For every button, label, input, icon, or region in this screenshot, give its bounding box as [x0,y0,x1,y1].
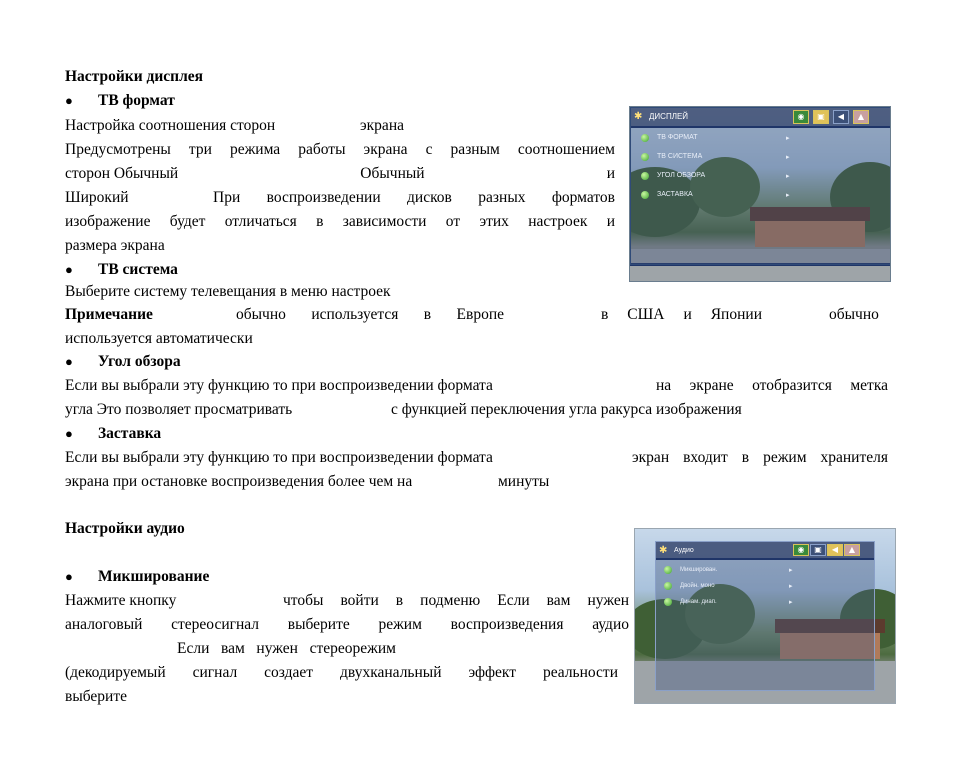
speaker-icon[interactable]: ◀ [833,110,849,124]
tv-system-note-b: в США и Японии [601,306,762,323]
tv-system-line3: используется автоматически [65,330,253,347]
mixing-line3: Если вам нужен стереорежим [177,640,396,657]
display-menu-screenshot [629,106,891,282]
screen-icon[interactable]: ▣ [813,110,829,124]
audio-settings-heading: Настройки аудио [65,520,185,537]
tv-format-line3-c: и [606,165,615,182]
tv-format-line6: размера экрана [65,237,165,254]
screensaver-line2-b: минуты [498,473,550,490]
chevron-right-icon: ▸ [786,134,790,142]
menu-panel [630,107,891,265]
menu-title: ДИСПЛЕЙ [649,112,689,121]
tv-system-note-c: обычно [829,306,879,323]
tv-system-title: ТВ система [98,261,178,278]
angle-line2-a: угла Это позволяет просматривать [65,401,293,418]
menu-item-label: ТВ СИСТЕМА [657,153,703,160]
menu-title: Аудио [674,547,694,554]
globe-icon[interactable]: ◉ [793,544,809,556]
settings-icon: ✱ [634,111,643,122]
chevron-right-icon: ▸ [789,566,793,574]
item-bullet-icon [664,582,672,590]
lock-icon[interactable]: ▲ [844,544,860,556]
tv-system-note-label: Примечание [65,306,153,323]
tv-format-line3-a: сторон Обычный [65,165,179,182]
mixing-line4: (декодируемый сигнал создает двухканальный эффект реальности [65,664,618,681]
menu-title-bar [631,108,890,128]
settings-icon: ✱ [659,545,668,556]
tv-format-line1-tail: экрана [360,117,404,134]
menu-item-dynamic-range[interactable] [664,594,794,610]
menu-item-view-angle[interactable] [641,168,791,184]
screensaver-title: Заставка [98,425,162,442]
menu-item-tv-system[interactable] [641,149,791,165]
mixing-title: Микширование [98,568,210,585]
item-bullet-icon [641,153,649,161]
bullet-icon: ● [65,93,73,108]
tv-format-line3-b: Обычный [360,165,425,182]
menu-item-dual-mono[interactable] [664,578,794,594]
angle-line2-b: с функцией переключения угла ракурса изображения [391,401,742,418]
tv-format-line5: изображение будет отличаться в зависимости от этих настроек и [65,213,615,230]
screen-icon[interactable]: ▣ [810,544,826,556]
lock-icon[interactable]: ▲ [853,110,869,124]
tv-system-note-a: обычно используется в Европе [236,306,504,323]
chevron-right-icon: ▸ [786,153,790,161]
item-bullet-icon [664,566,672,574]
display-settings-heading: Настройки дисплея [65,68,204,85]
menu-item-label: Динам. диап. [680,599,717,605]
menu-item-tv-format[interactable] [641,130,791,146]
item-bullet-icon [664,598,672,606]
bullet-icon: ● [65,354,73,369]
tv-format-line1: Настройка соотношения сторон [65,117,276,134]
menu-item-label: ЗАСТАВКА [657,191,693,198]
globe-icon[interactable]: ◉ [793,110,809,124]
menu-item-screensaver[interactable] [641,187,791,203]
bullet-icon: ● [65,262,73,277]
angle-title: Угол обзора [98,353,181,370]
screensaver-line1-a: Если вы выбрали эту функцию то при воспроизведении формата [65,449,493,466]
tv-format-line4-a: Широкий [65,189,129,206]
audio-menu-screenshot [634,528,896,704]
mixing-line5: выберите [65,688,127,705]
menu-item-mixing[interactable] [664,562,794,578]
item-bullet-icon [641,191,649,199]
mixing-line2: аналоговый стереосигнал выберите режим воспроизведения аудио [65,616,629,633]
screensaver-line2-a: экрана при остановке воспроизведения более чем на [65,473,413,490]
tv-format-line2: Предусмотрены три режима работы экрана с разным соотношением [65,141,615,158]
menu-item-label: ТВ ФОРМАТ [657,134,698,141]
chevron-right-icon: ▸ [789,598,793,606]
chevron-right-icon: ▸ [786,172,790,180]
tv-format-line3 [65,164,615,184]
bullet-icon: ● [65,426,73,441]
screensaver-line1-b: экран входит в режим хранителя [632,449,888,466]
angle-line1-b: на экране отобразится метка [656,377,888,394]
chevron-right-icon: ▸ [786,191,790,199]
menu-panel [655,541,875,691]
mixing-line1-b: чтобы войти в подменю Если вам нужен [283,592,629,609]
mixing-line1-a: Нажмите кнопку [65,592,177,609]
speaker-icon[interactable]: ◀ [827,544,843,556]
menu-item-label: УГОЛ ОБЗОРА [657,172,706,179]
tv-format-line4-b: При воспроизведении дисков разных форматов [213,189,615,206]
angle-line1-a: Если вы выбрали эту функцию то при воспроизведении формата [65,377,493,394]
item-bullet-icon [641,134,649,142]
menu-item-label: Двойн. моно [680,583,715,589]
tv-format-title: ТВ формат [98,92,175,109]
item-bullet-icon [641,172,649,180]
menu-title-bar [656,542,874,560]
bullet-icon: ● [65,569,73,584]
chevron-right-icon: ▸ [789,582,793,590]
menu-item-label: Микширован. [680,567,718,573]
tv-system-line1: Выберите систему телевещания в меню настроек [65,283,391,300]
